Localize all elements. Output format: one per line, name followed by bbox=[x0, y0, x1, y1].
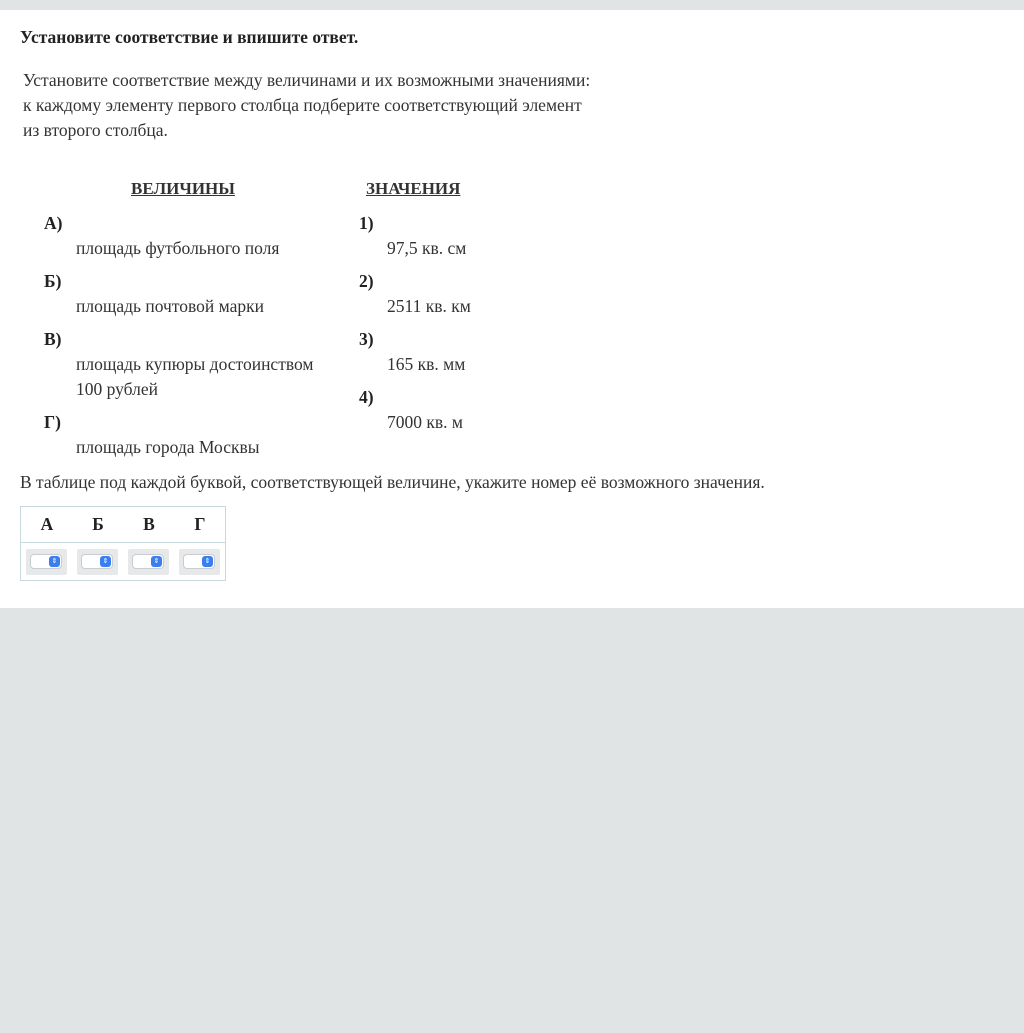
answer-select-v[interactable] bbox=[132, 554, 164, 569]
answer-table bbox=[20, 506, 226, 581]
quantity-letter: А) bbox=[44, 213, 63, 233]
answer-header-g: Г bbox=[194, 514, 206, 534]
answer-header-v: В bbox=[143, 514, 155, 534]
task-panel bbox=[0, 10, 1024, 608]
column-title-values: ЗНАЧЕНИЯ bbox=[366, 179, 461, 198]
quantity-text: площадь футбольного поля bbox=[76, 238, 280, 258]
intro-line: Установите соответствие между величинами и их возможными значениями: bbox=[23, 70, 591, 90]
chevron-up-down-icon[interactable]: ⇕ bbox=[100, 556, 111, 567]
answer-instruction: В таблице под каждой буквой, соответствующей величине, укажите номер её возможного значения. bbox=[20, 472, 765, 492]
quantity-letter: В) bbox=[44, 329, 62, 349]
table-divider bbox=[21, 542, 225, 543]
value-text: 7000 кв. м bbox=[387, 412, 463, 432]
quantity-letter: Г) bbox=[44, 412, 61, 432]
value-number: 1) bbox=[359, 213, 374, 233]
value-number: 2) bbox=[359, 271, 374, 291]
quantity-letter: Б) bbox=[44, 271, 62, 291]
answer-select-b[interactable] bbox=[81, 554, 113, 569]
value-number: 4) bbox=[359, 387, 374, 407]
value-number: 3) bbox=[359, 329, 374, 349]
quantity-text: 100 рублей bbox=[76, 379, 158, 399]
task-header: Установите соответствие и впишите ответ. bbox=[20, 27, 359, 47]
task-intro bbox=[23, 68, 643, 143]
value-text: 165 кв. мм bbox=[387, 354, 466, 374]
chevron-up-down-icon[interactable]: ⇕ bbox=[202, 556, 213, 567]
intro-line: из второго столбца. bbox=[23, 120, 168, 140]
answer-select-g[interactable] bbox=[183, 554, 215, 569]
chevron-up-down-icon[interactable]: ⇕ bbox=[151, 556, 162, 567]
column-title-quantities: ВЕЛИЧИНЫ bbox=[131, 179, 235, 198]
answer-cell-g bbox=[179, 549, 220, 575]
answer-header-b: Б bbox=[92, 514, 104, 534]
answer-cell-b bbox=[77, 549, 118, 575]
value-text: 2511 кв. км bbox=[387, 296, 471, 316]
answer-cell-v bbox=[128, 549, 169, 575]
chevron-up-down-icon[interactable]: ⇕ bbox=[49, 556, 60, 567]
value-text: 97,5 кв. см bbox=[387, 238, 467, 258]
quantity-text: площадь купюры достоинством bbox=[76, 354, 314, 374]
answer-select-a[interactable] bbox=[30, 554, 62, 569]
intro-line: к каждому элементу первого столбца подберите соответствующий элемент bbox=[23, 95, 582, 115]
quantity-text: площадь города Москвы bbox=[76, 437, 260, 457]
answer-header-a: А bbox=[40, 514, 54, 534]
quantity-text: площадь почтовой марки bbox=[76, 296, 264, 316]
answer-cell-a bbox=[26, 549, 67, 575]
